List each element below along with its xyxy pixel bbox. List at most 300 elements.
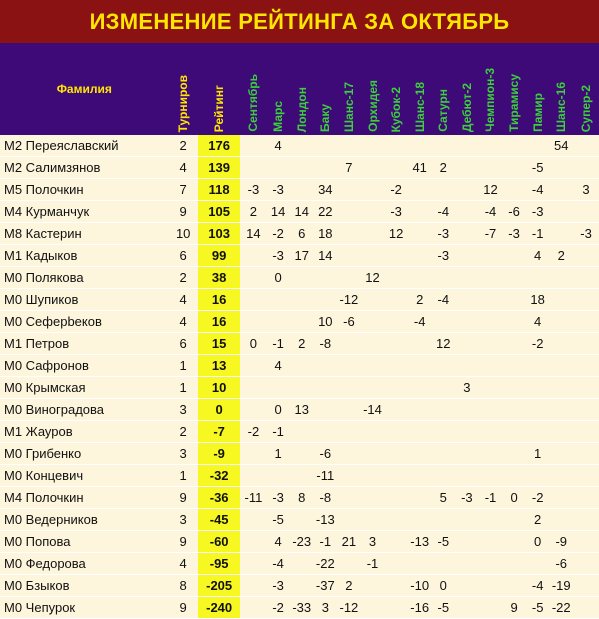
event-cell (361, 135, 385, 157)
event-cell (526, 465, 550, 487)
event-cell (431, 399, 455, 421)
player-name-cell: М4 Курманчук (0, 201, 169, 223)
event-cell (314, 421, 338, 443)
event-cell (314, 157, 338, 179)
event-cell (573, 289, 599, 311)
event-cell (502, 355, 526, 377)
event-cell: -8 (314, 333, 338, 355)
event-cell (479, 597, 503, 619)
event-cell (361, 465, 385, 487)
event-cell: 7 (337, 157, 361, 179)
event-cell: -6 (549, 553, 573, 575)
event-cell: -33 (290, 597, 314, 619)
event-cell (361, 421, 385, 443)
event-cell: 12 (431, 333, 455, 355)
event-cell (384, 355, 408, 377)
event-cell (384, 421, 408, 443)
event-cell (573, 267, 599, 289)
event-cell (455, 333, 479, 355)
event-cell: 54 (549, 135, 573, 157)
event-cell (337, 333, 361, 355)
event-cell (384, 399, 408, 421)
event-cell: -3 (502, 223, 526, 245)
header-row (0, 43, 599, 135)
event-cell: 2 (431, 157, 455, 179)
event-cell (549, 289, 573, 311)
event-cell (337, 443, 361, 465)
event-cell (573, 575, 599, 597)
event-cell (361, 179, 385, 201)
event-cell: 0 (266, 267, 290, 289)
event-cell: -9 (549, 531, 573, 553)
event-cell: 6 (290, 223, 314, 245)
event-cell (549, 201, 573, 223)
event-cell: -13 (314, 509, 338, 531)
event-cell: -3 (266, 245, 290, 267)
event-cell (573, 421, 599, 443)
event-cell: 18 (314, 223, 338, 245)
event-cell: -1 (266, 421, 290, 443)
event-cell: -2 (526, 487, 550, 509)
event-cell: 18 (526, 289, 550, 311)
event-cell (431, 311, 455, 333)
event-cell: -3 (455, 487, 479, 509)
event-cell (361, 575, 385, 597)
event-cell: -1 (361, 553, 385, 575)
column-header-event: Дебют-2 (455, 43, 479, 135)
rating-cell: 103 (198, 223, 241, 245)
event-cell (455, 179, 479, 201)
event-cell: -6 (337, 311, 361, 333)
event-cell (384, 531, 408, 553)
event-cell (431, 421, 455, 443)
event-cell (337, 509, 361, 531)
event-cell (502, 179, 526, 201)
table-row (0, 487, 599, 509)
event-cell (431, 179, 455, 201)
event-cell (337, 377, 361, 399)
event-cell (240, 311, 266, 333)
event-cell: -6 (314, 443, 338, 465)
event-cell (502, 421, 526, 443)
event-cell: 14 (314, 245, 338, 267)
event-cell (408, 465, 432, 487)
player-name-cell: М2 Салимзянов (0, 157, 169, 179)
tournaments-cell: 3 (169, 509, 198, 531)
event-cell (384, 245, 408, 267)
event-cell (573, 377, 599, 399)
event-cell: 9 (502, 597, 526, 619)
event-cell (502, 289, 526, 311)
event-cell: 12 (384, 223, 408, 245)
event-cell (290, 267, 314, 289)
event-cell (502, 333, 526, 355)
event-cell (549, 223, 573, 245)
table-row (0, 465, 599, 487)
event-cell: -22 (549, 597, 573, 619)
tournaments-cell: 3 (169, 443, 198, 465)
column-header-tournaments: Турниров (169, 43, 198, 135)
rating-cell: 139 (198, 157, 241, 179)
event-cell: 2 (549, 245, 573, 267)
event-cell (479, 289, 503, 311)
event-cell (549, 355, 573, 377)
tournaments-cell: 2 (169, 135, 198, 157)
event-cell (314, 135, 338, 157)
event-cell (549, 179, 573, 201)
event-cell: 2 (526, 509, 550, 531)
event-cell (266, 377, 290, 399)
event-cell (502, 311, 526, 333)
event-cell: 2 (408, 289, 432, 311)
event-cell (240, 531, 266, 553)
event-cell: -1 (314, 531, 338, 553)
event-cell (337, 267, 361, 289)
rating-cell: 15 (198, 333, 241, 355)
rating-cell: 118 (198, 179, 241, 201)
event-cell (573, 597, 599, 619)
event-cell: 22 (314, 201, 338, 223)
event-cell (240, 575, 266, 597)
event-cell: -11 (314, 465, 338, 487)
table-body (0, 135, 599, 619)
event-cell (431, 135, 455, 157)
event-cell (479, 135, 503, 157)
event-cell: 13 (290, 399, 314, 421)
event-cell: -3 (240, 179, 266, 201)
event-cell (240, 135, 266, 157)
event-cell: 34 (314, 179, 338, 201)
event-cell: -3 (573, 223, 599, 245)
event-cell: -10 (408, 575, 432, 597)
event-cell (314, 377, 338, 399)
event-cell (431, 355, 455, 377)
event-cell (384, 267, 408, 289)
event-cell (337, 399, 361, 421)
tournaments-cell: 10 (169, 223, 198, 245)
event-cell (290, 421, 314, 443)
table-row (0, 201, 599, 223)
player-name-cell: М0 Шупиков (0, 289, 169, 311)
event-cell (502, 245, 526, 267)
event-cell: 10 (314, 311, 338, 333)
event-cell (479, 399, 503, 421)
event-cell: -3 (266, 179, 290, 201)
event-cell (240, 267, 266, 289)
event-cell (573, 531, 599, 553)
event-cell: 3 (361, 531, 385, 553)
event-cell: -4 (526, 575, 550, 597)
player-name-cell: М8 Кастерин (0, 223, 169, 245)
event-cell: 8 (290, 487, 314, 509)
event-cell (337, 245, 361, 267)
rating-cell: 10 (198, 377, 241, 399)
event-cell: 3 (455, 377, 479, 399)
event-cell (431, 443, 455, 465)
event-cell (502, 135, 526, 157)
event-cell: 4 (266, 531, 290, 553)
event-cell (502, 509, 526, 531)
tournaments-cell: 4 (169, 311, 198, 333)
column-header-event: Шанс-16 (549, 43, 573, 135)
player-name-cell: М0 Чепурок (0, 597, 169, 619)
rating-cell: -60 (198, 531, 241, 553)
column-header-event: Сентябрь (240, 43, 266, 135)
event-cell: -2 (526, 333, 550, 355)
event-cell: -8 (314, 487, 338, 509)
event-cell (573, 311, 599, 333)
event-cell (408, 223, 432, 245)
event-cell (502, 267, 526, 289)
event-cell (526, 399, 550, 421)
tournaments-cell: 9 (169, 597, 198, 619)
tournaments-cell: 7 (169, 179, 198, 201)
tournaments-cell: 6 (169, 245, 198, 267)
event-cell (290, 135, 314, 157)
column-header-event: Баку (314, 43, 338, 135)
event-cell (549, 487, 573, 509)
event-cell (479, 509, 503, 531)
event-cell: -4 (431, 289, 455, 311)
tournaments-cell: 4 (169, 289, 198, 311)
column-header-event: Супер-2 (573, 43, 599, 135)
event-cell: -4 (526, 179, 550, 201)
event-cell (408, 421, 432, 443)
event-cell (455, 245, 479, 267)
event-cell (479, 443, 503, 465)
player-name-cell: М0 Федорова (0, 553, 169, 575)
event-cell: -2 (266, 223, 290, 245)
event-cell (479, 355, 503, 377)
player-name-cell: М0 Ведерников (0, 509, 169, 531)
event-cell (361, 201, 385, 223)
event-cell (573, 355, 599, 377)
event-cell: 4 (526, 311, 550, 333)
event-cell (266, 465, 290, 487)
event-cell (361, 443, 385, 465)
event-cell (361, 245, 385, 267)
event-cell: -3 (431, 223, 455, 245)
event-cell: 2 (240, 201, 266, 223)
event-cell (290, 157, 314, 179)
event-cell (408, 553, 432, 575)
table-row (0, 135, 599, 157)
event-cell (240, 377, 266, 399)
table-row (0, 597, 599, 619)
tournaments-cell: 9 (169, 487, 198, 509)
event-cell (361, 333, 385, 355)
event-cell: -2 (266, 597, 290, 619)
player-name-cell: М0 Полякова (0, 267, 169, 289)
event-cell (479, 333, 503, 355)
event-cell (290, 509, 314, 531)
event-cell (573, 135, 599, 157)
event-cell (455, 597, 479, 619)
event-cell (314, 289, 338, 311)
event-cell (455, 201, 479, 223)
event-cell (361, 487, 385, 509)
event-cell: -4 (408, 311, 432, 333)
event-cell (384, 465, 408, 487)
event-cell (573, 487, 599, 509)
event-cell (337, 179, 361, 201)
event-cell (408, 509, 432, 531)
event-cell (240, 289, 266, 311)
event-cell (384, 333, 408, 355)
event-cell: 14 (240, 223, 266, 245)
event-cell: 14 (266, 201, 290, 223)
event-cell (479, 421, 503, 443)
column-header-event: Кубок-2 (384, 43, 408, 135)
player-name-cell: М0 Крымская (0, 377, 169, 399)
event-cell: -1 (526, 223, 550, 245)
event-cell (266, 289, 290, 311)
event-cell (573, 157, 599, 179)
rating-cell: 176 (198, 135, 241, 157)
event-cell (240, 443, 266, 465)
event-cell (479, 465, 503, 487)
event-cell: 0 (240, 333, 266, 355)
rating-cell: -95 (198, 553, 241, 575)
event-cell (240, 509, 266, 531)
table-row (0, 575, 599, 597)
event-cell (479, 531, 503, 553)
event-cell (240, 553, 266, 575)
tournaments-cell: 9 (169, 531, 198, 553)
event-cell: 17 (290, 245, 314, 267)
column-header-event: Памир (526, 43, 550, 135)
rating-cell: 13 (198, 355, 241, 377)
player-name-cell: М1 Петров (0, 333, 169, 355)
event-cell (455, 157, 479, 179)
column-header-event: Шанс-17 (337, 43, 361, 135)
event-cell (455, 399, 479, 421)
player-name-cell: М0 Виноградова (0, 399, 169, 421)
event-cell: -7 (479, 223, 503, 245)
event-cell (431, 553, 455, 575)
event-cell (384, 377, 408, 399)
event-cell (455, 575, 479, 597)
page-title: ИЗМЕНЕНИЕ РЕЙТИНГА ЗА ОКТЯБРЬ (0, 0, 599, 43)
player-name-cell: М1 Кадыков (0, 245, 169, 267)
event-cell: -5 (266, 509, 290, 531)
event-cell (266, 157, 290, 179)
player-name-cell: М0 Грибенко (0, 443, 169, 465)
column-header-event: Чемпион-3 (479, 43, 503, 135)
event-cell (502, 465, 526, 487)
event-cell (573, 443, 599, 465)
event-cell: 41 (408, 157, 432, 179)
column-header-event: Сатурн (431, 43, 455, 135)
rating-cell: -45 (198, 509, 241, 531)
event-cell: -23 (290, 531, 314, 553)
event-cell (290, 289, 314, 311)
event-cell: -2 (240, 421, 266, 443)
event-cell (549, 157, 573, 179)
table-row (0, 421, 599, 443)
table-row (0, 245, 599, 267)
player-name-cell: М2 Переяславский (0, 135, 169, 157)
event-cell (384, 443, 408, 465)
event-cell (290, 553, 314, 575)
table-row (0, 267, 599, 289)
event-cell: 4 (266, 135, 290, 157)
event-cell (549, 377, 573, 399)
event-cell (408, 399, 432, 421)
event-cell (549, 333, 573, 355)
table-row (0, 553, 599, 575)
event-cell (384, 597, 408, 619)
event-cell (431, 267, 455, 289)
event-cell (573, 553, 599, 575)
event-cell: -4 (431, 201, 455, 223)
table-row (0, 311, 599, 333)
event-cell (290, 443, 314, 465)
player-name-cell: М0 Концевич (0, 465, 169, 487)
event-cell (290, 355, 314, 377)
event-cell: 4 (526, 245, 550, 267)
event-cell: 14 (290, 201, 314, 223)
event-cell (384, 311, 408, 333)
event-cell: -19 (549, 575, 573, 597)
table-row (0, 377, 599, 399)
event-cell (455, 509, 479, 531)
event-cell (408, 245, 432, 267)
event-cell (384, 135, 408, 157)
event-cell (479, 553, 503, 575)
event-cell (455, 355, 479, 377)
event-cell (455, 531, 479, 553)
event-cell (240, 399, 266, 421)
event-cell: 5 (431, 487, 455, 509)
event-cell: -4 (266, 553, 290, 575)
event-cell (479, 311, 503, 333)
event-cell (549, 421, 573, 443)
event-cell: 2 (337, 575, 361, 597)
column-header-event: Шанс-18 (408, 43, 432, 135)
event-cell (549, 399, 573, 421)
event-cell (455, 465, 479, 487)
tournaments-cell: 4 (169, 553, 198, 575)
event-cell: -5 (526, 157, 550, 179)
event-cell (361, 157, 385, 179)
table-row (0, 289, 599, 311)
player-name-cell: М0 Сафронов (0, 355, 169, 377)
event-cell (502, 157, 526, 179)
tournaments-cell: 2 (169, 267, 198, 289)
event-cell (455, 267, 479, 289)
event-cell (408, 377, 432, 399)
event-cell (455, 311, 479, 333)
event-cell: 21 (337, 531, 361, 553)
tournaments-cell: 3 (169, 399, 198, 421)
event-cell (549, 509, 573, 531)
rating-cell: 99 (198, 245, 241, 267)
event-cell (455, 421, 479, 443)
rating-cell: -240 (198, 597, 241, 619)
event-cell (337, 465, 361, 487)
event-cell: 3 (314, 597, 338, 619)
event-cell (573, 509, 599, 531)
event-cell (408, 487, 432, 509)
event-cell: -1 (266, 333, 290, 355)
event-cell (549, 311, 573, 333)
tournaments-cell: 9 (169, 201, 198, 223)
event-cell (455, 223, 479, 245)
event-cell: -3 (266, 575, 290, 597)
event-cell (455, 553, 479, 575)
event-cell (526, 355, 550, 377)
